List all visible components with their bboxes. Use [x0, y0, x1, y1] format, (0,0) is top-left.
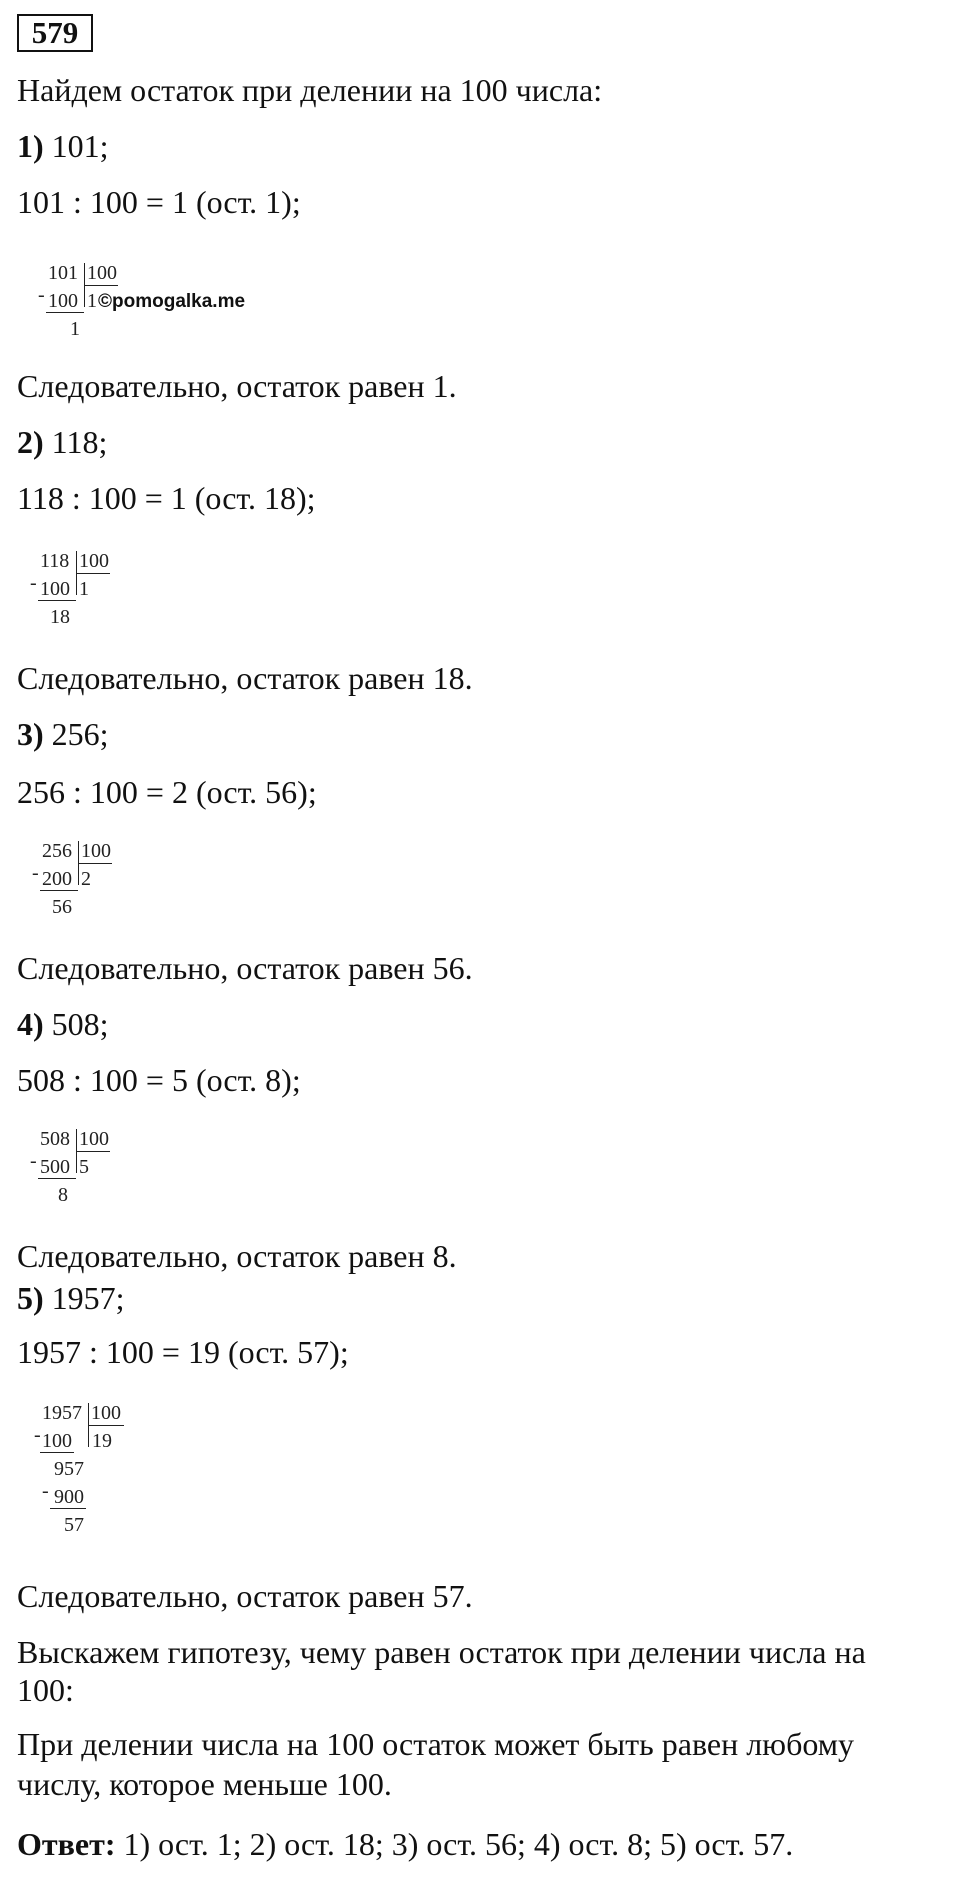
watermark: ©pomogalka.me [98, 291, 246, 312]
divisor-underline [76, 573, 110, 574]
minus-sign: - [34, 1424, 41, 1446]
item-number: 1957; [51, 1280, 125, 1316]
subtrahend-2: 900 [54, 1486, 84, 1508]
divisor-underline [84, 285, 118, 286]
minus-sign: - [30, 572, 37, 594]
hypothesis-line-2: 100: [17, 1672, 74, 1708]
item-3-heading [17, 716, 109, 752]
quotient: 19 [92, 1430, 112, 1452]
item-3-conclusion: Следовательно, остаток равен 56. [17, 950, 473, 986]
item-number: 118; [51, 424, 108, 460]
hypothesis-line-1: Выскажем гипотезу, чему равен остаток при делении числа на [17, 1634, 866, 1670]
dividend: 101 [48, 262, 78, 284]
remainder: 1 [70, 318, 80, 340]
item-1-heading [17, 128, 109, 164]
partial-dividend: 957 [54, 1458, 84, 1480]
minus-sign: - [30, 1150, 37, 1172]
divisor-underline [88, 1425, 124, 1426]
subtrahend: 100 [42, 1430, 72, 1452]
item-2-long-division [30, 550, 150, 632]
subtrahend: 100 [48, 290, 78, 312]
item-marker: 5) [17, 1280, 44, 1316]
divisor: 100 [91, 1402, 121, 1424]
item-1-long-division [38, 262, 278, 344]
subtraction-line [40, 890, 78, 891]
subtraction-line [38, 600, 76, 601]
item-marker: 4) [17, 1006, 44, 1042]
quotient: 1 [87, 290, 97, 312]
minus-sign: - [32, 862, 39, 884]
answer-text: 1) ост. 1; 2) ост. 18; 3) ост. 56; 4) ост. 8; 5) ост. 57. [115, 1826, 794, 1862]
remainder: 57 [64, 1514, 84, 1536]
divisor: 100 [87, 262, 117, 284]
item-2-heading [17, 424, 107, 460]
divisor: 100 [79, 1128, 109, 1150]
subtraction-line [46, 312, 84, 313]
divisor-underline [76, 1151, 110, 1152]
item-5-equation: 1957 : 100 = 19 (ост. 57); [17, 1334, 349, 1370]
quotient: 2 [81, 868, 91, 890]
item-4-equation: 508 : 100 = 5 (ост. 8); [17, 1062, 301, 1098]
remainder: 56 [52, 896, 72, 918]
answer [17, 1826, 793, 1862]
divisor-underline [78, 863, 112, 864]
dividend: 1957 [42, 1402, 82, 1424]
item-5-heading [17, 1280, 125, 1316]
dividend: 118 [40, 550, 70, 572]
item-marker: 1) [17, 128, 44, 164]
statement-line-1: При делении числа на 100 остаток может быть равен любому [17, 1726, 854, 1762]
item-5-conclusion: Следовательно, остаток равен 57. [17, 1578, 473, 1614]
remainder: 8 [58, 1184, 68, 1206]
item-number: 101; [51, 128, 109, 164]
dividend: 256 [42, 840, 72, 862]
minus-sign: - [38, 284, 45, 306]
answer-label: Ответ: [17, 1826, 116, 1862]
remainder: 18 [50, 606, 70, 628]
item-1-equation: 101 : 100 = 1 (ост. 1); [17, 184, 301, 220]
task-number: 579 [17, 14, 93, 52]
item-number: 256; [51, 716, 109, 752]
item-2-equation: 118 : 100 = 1 (ост. 18); [17, 480, 316, 516]
item-3-equation: 256 : 100 = 2 (ост. 56); [17, 774, 317, 810]
subtraction-line [38, 1178, 76, 1179]
item-4-long-division [30, 1128, 150, 1210]
item-4-heading [17, 1006, 109, 1042]
dividend: 508 [40, 1128, 70, 1150]
item-2-conclusion: Следовательно, остаток равен 18. [17, 660, 473, 696]
subtrahend: 200 [42, 868, 72, 890]
quotient: 1 [79, 578, 89, 600]
item-marker: 2) [17, 424, 44, 460]
subtraction-line [40, 1452, 74, 1453]
item-marker: 3) [17, 716, 44, 752]
item-number: 508; [51, 1006, 109, 1042]
item-1-conclusion: Следовательно, остаток равен 1. [17, 368, 457, 404]
subtraction-line-2 [50, 1508, 86, 1509]
quotient: 5 [79, 1156, 89, 1178]
item-4-conclusion: Следовательно, остаток равен 8. [17, 1238, 457, 1274]
subtrahend: 500 [40, 1156, 70, 1178]
subtrahend: 100 [40, 578, 70, 600]
item-5-long-division [34, 1402, 154, 1542]
divisor: 100 [79, 550, 109, 572]
divisor: 100 [81, 840, 111, 862]
intro-text: Найдем остаток при делении на 100 числа: [17, 72, 603, 108]
minus-sign: - [42, 1480, 49, 1502]
item-3-long-division [32, 840, 152, 922]
statement-line-2: числу, которое меньше 100. [17, 1766, 392, 1802]
